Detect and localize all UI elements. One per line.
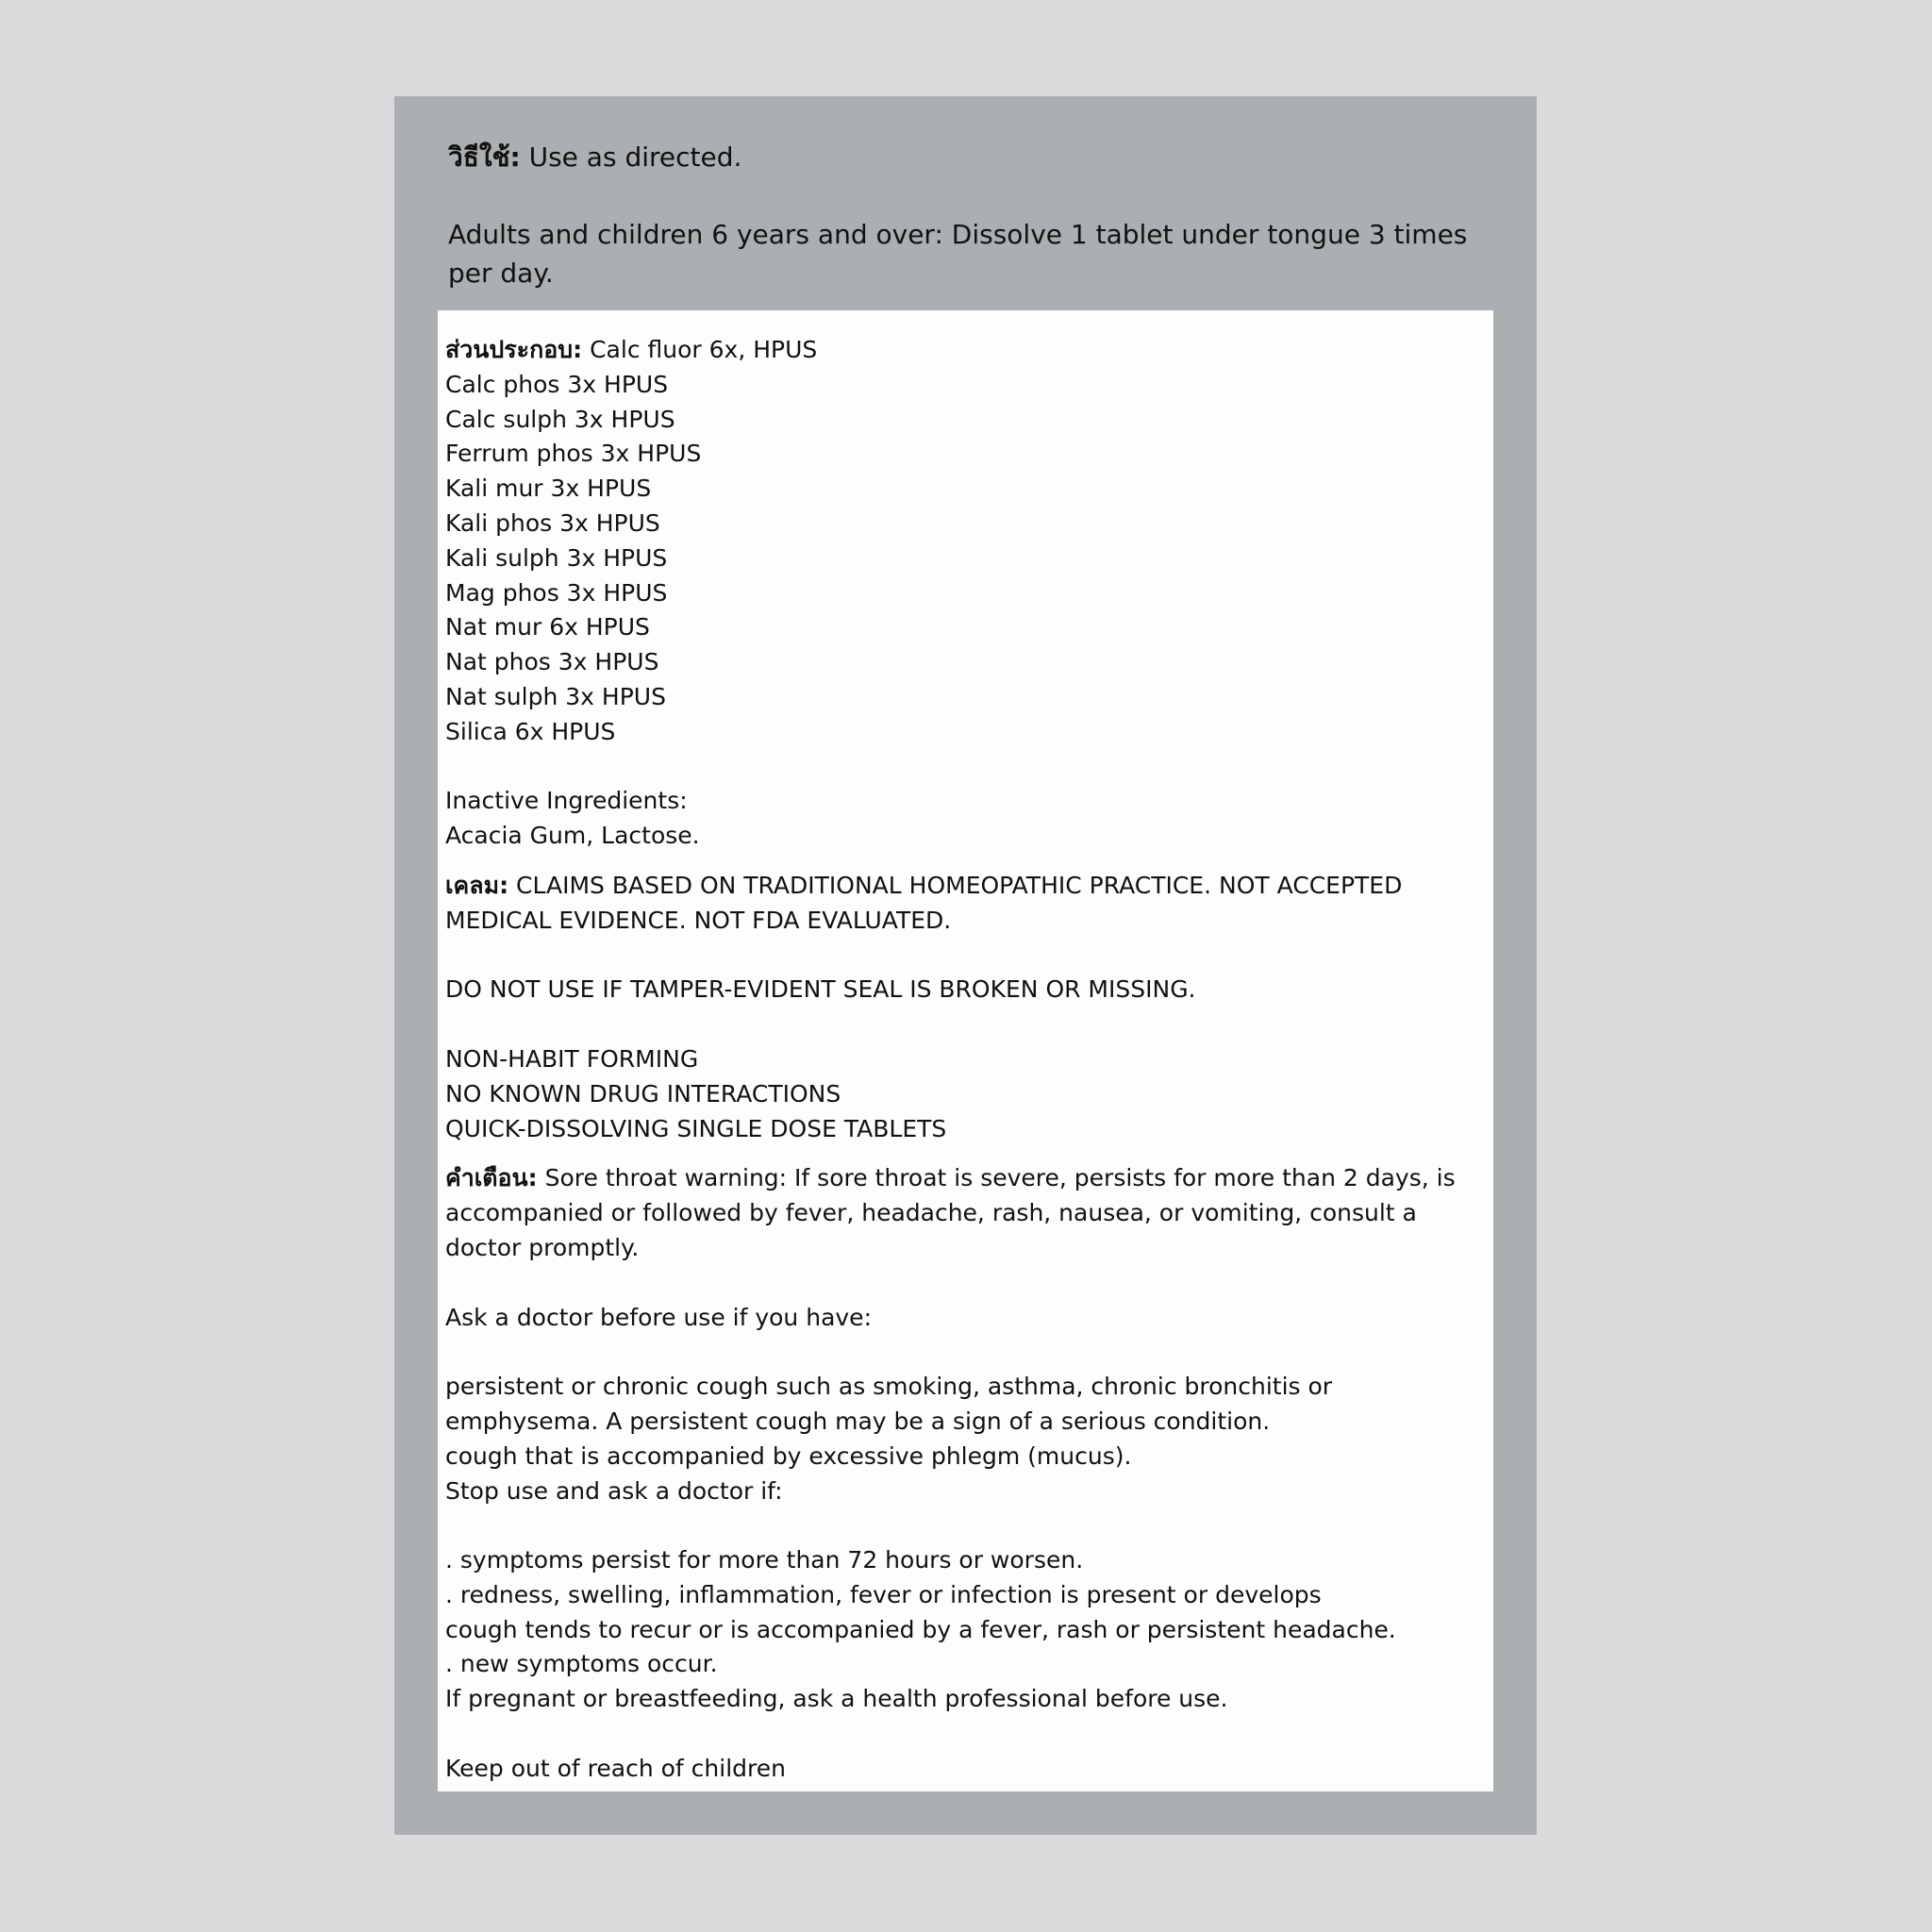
directions-text: Use as directed. [528, 142, 742, 173]
directions-detail: Adults and children 6 years and over: Dissolve 1 tablet under tongue 3 times per day. [448, 219, 1468, 289]
ingredient-item: Calc phos 3x HPUS [445, 370, 669, 398]
ingredient-item: Ferrum phos 3x HPUS [445, 440, 702, 468]
stop-item: . redness, swelling, inflammation, fever or infection is present or develops [445, 1580, 1322, 1608]
ingredients-section [445, 333, 1486, 854]
ingredient-item: Mag phos 3x HPUS [445, 578, 668, 607]
claims-text: เคลม: CLAIMS BASED ON TRADITIONAL HOMEOPATHIC PRACTICE. NOT ACCEPTED MEDICAL EVIDENCE. NOT FDA EVALUATED. [445, 871, 1403, 934]
sore-throat-warning: คำเตือน: Sore throat warning: If sore throat is severe, persists for more than 2 days, is accompanied or followed by fever, headache, rash, nausea, or vomiting, consult a doctor promptly. [445, 1164, 1456, 1261]
ingredient-item: Kali phos 3x HPUS [445, 508, 660, 537]
ingredient-item: Nat phos 3x HPUS [445, 648, 659, 676]
inactive-list: Acacia Gum, Lactose. [445, 822, 700, 850]
ingredient-item: Kali mur 3x HPUS [445, 475, 652, 503]
ingredient-item: Kali sulph 3x HPUS [445, 543, 668, 572]
children-warning: Keep out of reach of children [445, 1754, 786, 1782]
label-panel [394, 96, 1537, 1835]
ingredient-item: Nat mur 6x HPUS [445, 613, 650, 641]
ingredient-item: ส่วนประกอบ: Calc fluor 6x, HPUS [445, 336, 818, 363]
directions-section [448, 138, 1486, 292]
stop-item: . new symptoms occur. [445, 1650, 718, 1678]
ingredient-item: Calc sulph 3x HPUS [445, 405, 675, 433]
claims-section [445, 869, 1486, 1146]
directions-line [448, 138, 1486, 176]
feature-item: NON-HABIT FORMING [445, 1044, 699, 1073]
stop-item: . symptoms persist for more than 72 hours or worsen. [445, 1546, 1084, 1574]
claims-label: เคลม: [445, 871, 509, 899]
pregnancy-warning: If pregnant or breastfeeding, ask a health professional before use. [445, 1685, 1228, 1713]
feature-item: NO KNOWN DRUG INTERACTIONS [445, 1079, 841, 1108]
ingredients-label: ส่วนประกอบ: [445, 336, 583, 363]
ingredient-item: Nat sulph 3x HPUS [445, 682, 666, 710]
ingredient-item: Silica 6x HPUS [445, 717, 616, 745]
directions-label: วิธีใช้: [448, 142, 521, 173]
stop-use-heading: Stop use and ask a doctor if: [445, 1476, 783, 1505]
ask-doctor-heading: Ask a doctor before use if you have: [445, 1303, 872, 1331]
condition-item: persistent or chronic cough such as smoking, asthma, chronic bronchitis or emphysema. A persistent cough may be a sign of a serious condition. [445, 1373, 1333, 1435]
warnings-label: คำเตือน: [445, 1164, 538, 1192]
seal-warning: DO NOT USE IF TAMPER-EVIDENT SEAL IS BROKEN OR MISSING. [445, 975, 1196, 1004]
inactive-heading: Inactive Ingredients: [445, 787, 688, 815]
feature-item: QUICK-DISSOLVING SINGLE DOSE TABLETS [445, 1114, 947, 1142]
info-card [438, 310, 1493, 1791]
warnings-section [445, 1161, 1486, 1786]
condition-item: cough that is accompanied by excessive phlegm (mucus). [445, 1441, 1132, 1470]
stop-item: cough tends to recur or is accompanied by a fever, rash or persistent headache. [445, 1615, 1396, 1643]
